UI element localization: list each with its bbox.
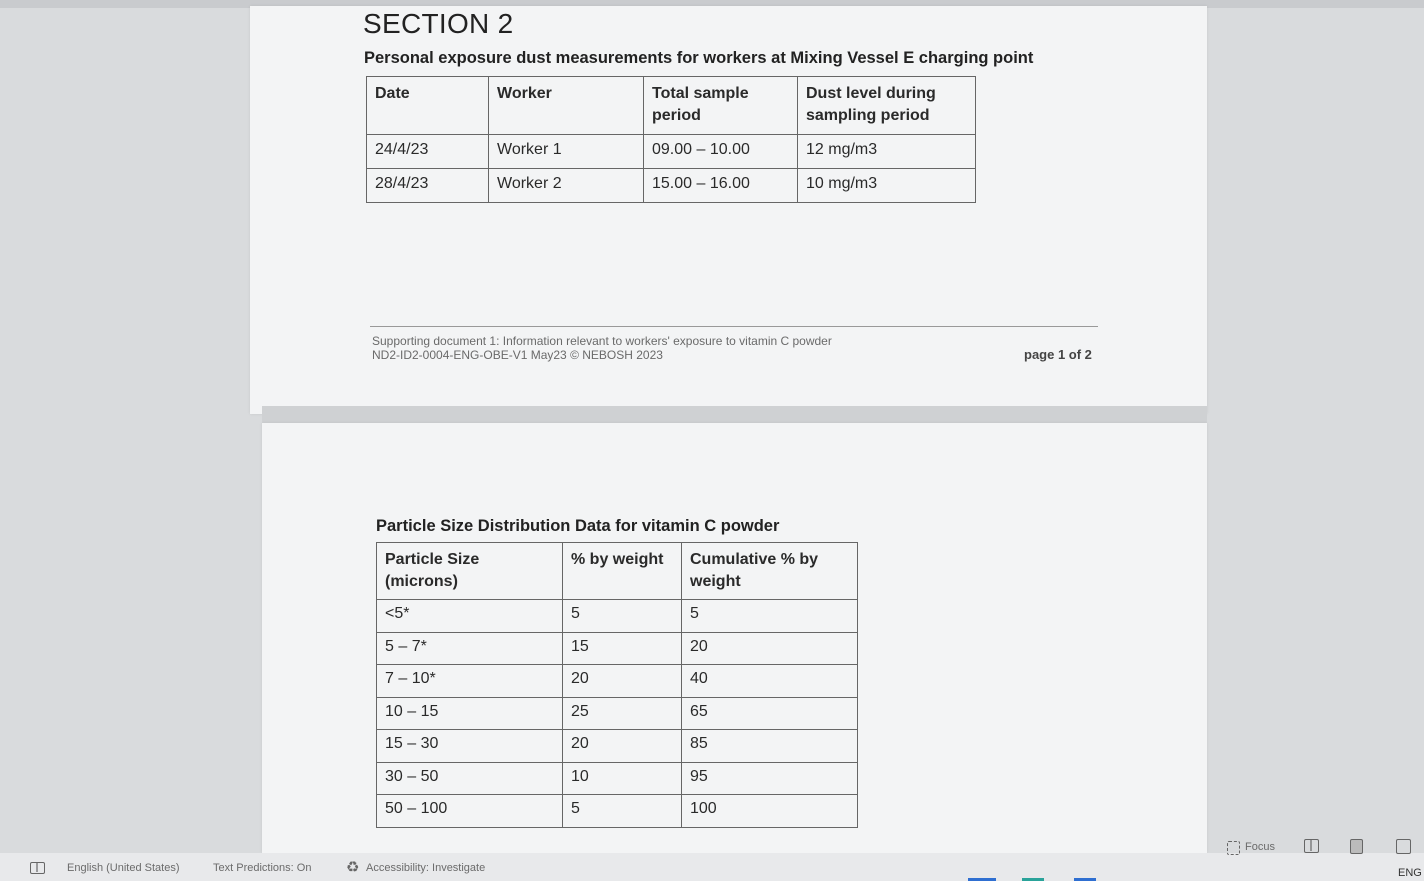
cell-percent: 5 bbox=[563, 600, 682, 633]
table-row bbox=[377, 730, 858, 763]
page-gap bbox=[262, 406, 1207, 423]
cell-cumulative: 20 bbox=[682, 632, 858, 665]
exposure-table-caption: Personal exposure dust measurements for workers at Mixing Vessel E charging point bbox=[364, 49, 1034, 67]
accessibility-status[interactable]: Accessibility: Investigate bbox=[366, 862, 486, 874]
cell-cumulative: 5 bbox=[682, 600, 858, 633]
footer-line-1: Supporting document 1: Information relevant to workers' exposure to vitamin C powder bbox=[372, 334, 832, 348]
particle-size-table bbox=[376, 542, 858, 828]
cell-particle-size: 10 – 15 bbox=[377, 697, 563, 730]
cell-cumulative: 85 bbox=[682, 730, 858, 763]
page-footer bbox=[372, 334, 832, 362]
input-language[interactable]: ENG bbox=[1398, 867, 1422, 879]
header-particle-size: Particle Size (microns) bbox=[377, 543, 563, 600]
cell-period: 15.00 – 16.00 bbox=[644, 169, 798, 203]
accessibility-icon[interactable]: ♻ bbox=[346, 859, 360, 876]
cell-cumulative: 65 bbox=[682, 697, 858, 730]
cell-percent: 25 bbox=[563, 697, 682, 730]
cell-worker: Worker 1 bbox=[489, 135, 644, 169]
focus-icon[interactable] bbox=[1227, 841, 1240, 855]
cell-dust-level: 12 mg/m3 bbox=[798, 135, 976, 169]
cell-percent: 20 bbox=[563, 665, 682, 698]
text-predictions-status[interactable]: Text Predictions: On bbox=[213, 862, 312, 874]
header-cumulative-percent: Cumulative % by weight bbox=[682, 543, 858, 600]
table-row bbox=[377, 600, 858, 633]
psd-table-caption: Particle Size Distribution Data for vitamin C powder bbox=[376, 517, 780, 535]
header-worker: Worker bbox=[489, 77, 644, 135]
table-row bbox=[377, 665, 858, 698]
focus-button[interactable]: Focus bbox=[1245, 841, 1275, 853]
cell-date: 28/4/23 bbox=[367, 169, 489, 203]
section-title: SECTION 2 bbox=[363, 8, 514, 39]
header-percent-by-weight: % by weight bbox=[563, 543, 682, 600]
cell-particle-size: 50 – 100 bbox=[377, 795, 563, 828]
cell-particle-size: 7 – 10* bbox=[377, 665, 563, 698]
language-status[interactable]: English (United States) bbox=[67, 862, 180, 874]
web-layout-icon[interactable] bbox=[1396, 839, 1411, 854]
header-date: Date bbox=[367, 77, 489, 135]
read-mode-icon[interactable] bbox=[1304, 839, 1319, 853]
document-page-2 bbox=[262, 423, 1207, 853]
cell-cumulative: 40 bbox=[682, 665, 858, 698]
header-dust-level: Dust level during sampling period bbox=[798, 77, 976, 135]
cell-particle-size: <5* bbox=[377, 600, 563, 633]
cell-particle-size: 30 – 50 bbox=[377, 762, 563, 795]
footer-line-2: ND2-ID2-0004-ENG-OBE-V1 May23 © NEBOSH 2023 bbox=[372, 348, 663, 362]
cell-percent: 20 bbox=[563, 730, 682, 763]
cell-percent: 5 bbox=[563, 795, 682, 828]
footer-divider bbox=[370, 326, 1098, 327]
cell-period: 09.00 – 10.00 bbox=[644, 135, 798, 169]
cell-cumulative: 95 bbox=[682, 762, 858, 795]
table-row bbox=[377, 697, 858, 730]
status-bar bbox=[0, 841, 1424, 881]
cell-particle-size: 5 – 7* bbox=[377, 632, 563, 665]
cell-percent: 15 bbox=[563, 632, 682, 665]
cell-worker: Worker 2 bbox=[489, 169, 644, 203]
table-header-row bbox=[367, 77, 976, 135]
table-row bbox=[377, 762, 858, 795]
table-row bbox=[367, 135, 976, 169]
document-page-1 bbox=[250, 6, 1207, 414]
table-row bbox=[377, 632, 858, 665]
print-layout-icon[interactable] bbox=[1350, 839, 1363, 854]
cell-cumulative: 100 bbox=[682, 795, 858, 828]
cell-particle-size: 15 – 30 bbox=[377, 730, 563, 763]
page-number: page 1 of 2 bbox=[1024, 347, 1092, 362]
table-header-row bbox=[377, 543, 858, 600]
cell-percent: 10 bbox=[563, 762, 682, 795]
header-total-sample-period: Total sample period bbox=[644, 77, 798, 135]
exposure-table bbox=[366, 76, 976, 203]
book-icon[interactable] bbox=[30, 862, 45, 874]
cell-dust-level: 10 mg/m3 bbox=[798, 169, 976, 203]
table-row bbox=[367, 169, 976, 203]
cell-date: 24/4/23 bbox=[367, 135, 489, 169]
table-row bbox=[377, 795, 858, 828]
